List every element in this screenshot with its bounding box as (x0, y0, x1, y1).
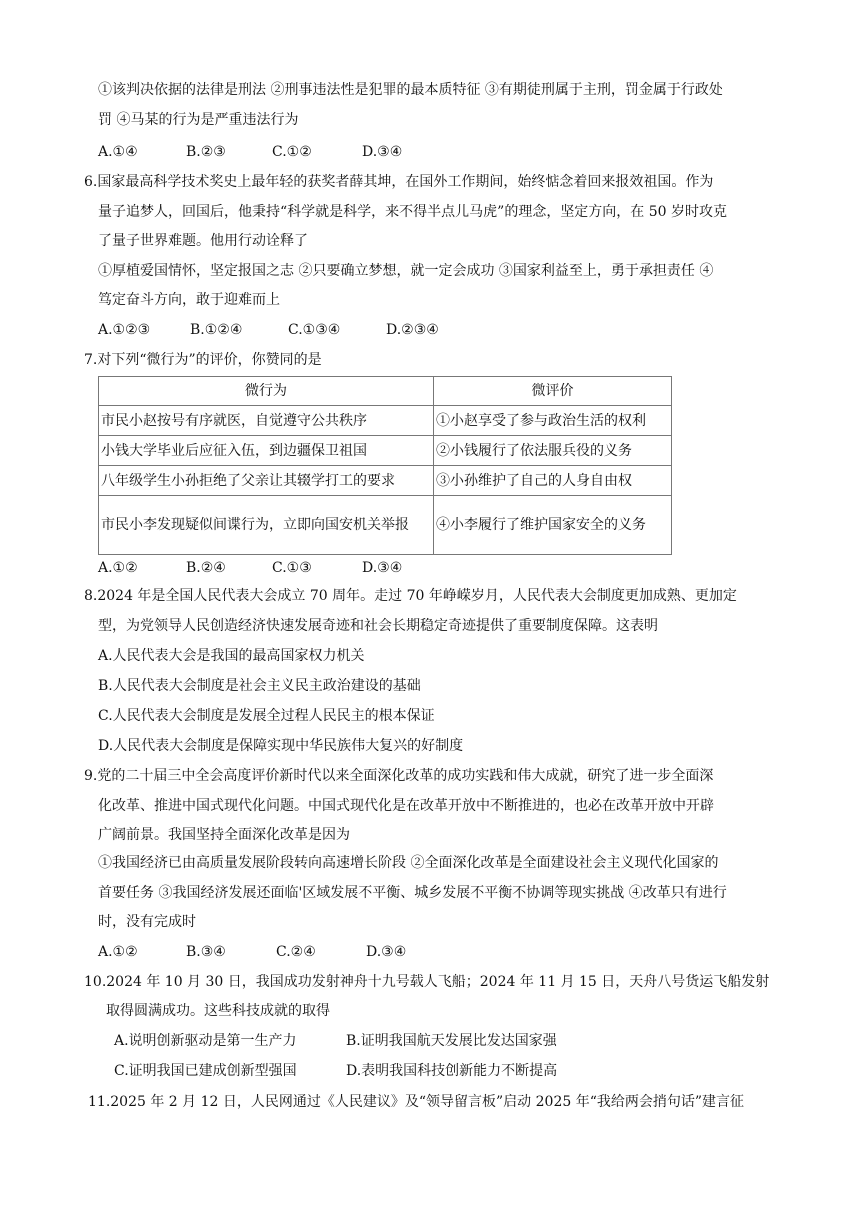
q8-option-b: B.人民代表大会制度是社会主义民主政治建设的基础 (98, 678, 421, 694)
row2-behavior: 小钱大学毕业后应征入伍，到边疆保卫祖国 (99, 436, 434, 466)
q5-option-b: B.②③ (186, 144, 226, 160)
table-row (99, 436, 672, 466)
q9-option-a: A.①② (98, 944, 138, 960)
q9-statements-line3: 时，没有完成时 (98, 914, 196, 930)
q8-option-d: D.人民代表大会制度是保障实现中华民族伟大复兴的好制度 (98, 738, 464, 754)
q6-option-d: D.②③④ (386, 322, 439, 338)
table-row (99, 406, 672, 436)
q6-statements-line2: 笃定奋斗方向，敢于迎难而上 (98, 292, 280, 308)
q7-stem: 7.对下列“微行为”的评价，你赞同的是 (84, 352, 322, 368)
row1-behavior: 市民小赵按号有序就医，自觉遵守公共秩序 (99, 406, 434, 436)
q7-table (98, 376, 672, 555)
q9-stem-line1: 9.党的二十届三中全会高度评价新时代以来全面深化改革的成功实践和伟大成就，研究了进一步全面深 (84, 768, 714, 784)
row3-behavior: 八年级学生小孙拒绝了父亲让其辍学打工的要求 (99, 466, 434, 496)
q9-option-d: D.③④ (366, 944, 407, 960)
table-header-row (99, 377, 672, 406)
q9-stem-line2: 化改革、推进中国式现代化问题。中国式现代化是在改革开放中不断推进的，也必在改革开放中开辟 (98, 798, 714, 814)
q11-stem-line1: 11.2025 年 2 月 12 日，人民网通过《人民建议》及“领导留言板”启动 2025 年“我给两会捎句话”建言征 (88, 1094, 745, 1110)
q6-option-b: B.①②④ (190, 322, 243, 338)
q6-option-c: C.①③④ (288, 322, 341, 338)
q5-option-c: C.①② (272, 144, 312, 160)
q10-option-c: C.证明我国已建成创新型强国 (114, 1063, 297, 1079)
q9-stem-line3: 广阔前景。我国坚持全面深化改革是因为 (98, 827, 350, 843)
q5-statements-line1: ①该判决依据的法律是刑法 ②刑事违法性是犯罪的最本质特征 ③有期徒刑属于主刑，罚金属于行政处 (98, 82, 723, 98)
row3-evaluation: ③小孙维护了自己的人身自由权 (434, 466, 672, 496)
q7-option-b: B.②④ (186, 560, 226, 576)
q5-statements-line2: 罚 ④马某的行为是严重违法行为 (98, 112, 299, 128)
q10-option-d: D.表明我国科技创新能力不断提高 (346, 1063, 558, 1079)
header-micro-behavior: 微行为 (99, 377, 434, 406)
q10-option-a: A.说明创新驱动是第一生产力 (114, 1033, 297, 1049)
q6-stem-line1: 6.国家最高科学技术奖史上最年轻的获奖者薛其坤，在国外工作期间，始终惦念着回来报效祖国。作为 (84, 174, 714, 190)
q10-option-b: B.证明我国航天发展比发达国家强 (346, 1033, 557, 1049)
q8-stem-line2: 型，为党领导人民创造经济快速发展奇迹和社会长期稳定奇迹提供了重要制度保障。这表明 (98, 618, 658, 634)
table-row (99, 496, 672, 555)
q9-statements-line1: ①我国经济已由高质量发展阶段转向高速增长阶段 ②全面深化改革是全面建设社会主义现代化国家的 (98, 855, 719, 871)
q5-option-d: D.③④ (362, 144, 403, 160)
q10-stem-line2: 取得圆满成功。这些科技成就的取得 (106, 1003, 330, 1019)
q10-stem-line1: 10.2024 年 10 月 30 日，我国成功发射神舟十九号载人飞船；2024 年 11 月 15 日，天舟八号货运飞船发射 (84, 974, 770, 990)
q6-stem-line3: 了量子世界难题。他用行动诠释了 (98, 233, 308, 249)
q5-option-a: A.①④ (98, 144, 138, 160)
q7-option-c: C.①③ (272, 560, 312, 576)
q7-option-d: D.③④ (362, 560, 403, 576)
row4-behavior: 市民小李发现疑似间谍行为，立即向国安机关举报 (99, 496, 434, 555)
q8-option-a: A.人民代表大会是我国的最高国家权力机关 (98, 648, 365, 664)
q6-option-a: A.①②③ (98, 322, 151, 338)
q6-stem-line2: 量子追梦人，回国后，他秉持“科学就是科学，来不得半点儿马虎”的理念，坚定方向，在 50 岁时攻克 (98, 204, 728, 220)
row4-evaluation: ④小李履行了维护国家安全的义务 (434, 496, 672, 555)
q8-option-c: C.人民代表大会制度是发展全过程人民民主的根本保证 (98, 708, 435, 724)
header-micro-evaluation: 微评价 (434, 377, 672, 406)
q9-option-c: C.②④ (276, 944, 316, 960)
q8-stem-line1: 8.2024 年是全国人民代表大会成立 70 周年。走过 70 年峥嵘岁月，人民代表大会制度更加成熟、更加定 (84, 588, 737, 604)
row1-evaluation: ①小赵享受了参与政治生活的权利 (434, 406, 672, 436)
q7-option-a: A.①② (98, 560, 138, 576)
table-row (99, 466, 672, 496)
row2-evaluation: ②小钱履行了依法服兵役的义务 (434, 436, 672, 466)
q9-statements-line2: 首要任务 ③我国经济发展还面临'区域发展不平衡、城乡发展不平衡不协调等现实挑战 ④改革只有进行 (98, 885, 727, 901)
q9-option-b: B.③④ (186, 944, 226, 960)
q6-statements-line1: ①厚植爱国情怀，坚定报国之志 ②只要确立梦想，就一定会成功 ③国家利益至上，勇于承担责任 ④ (98, 263, 714, 279)
